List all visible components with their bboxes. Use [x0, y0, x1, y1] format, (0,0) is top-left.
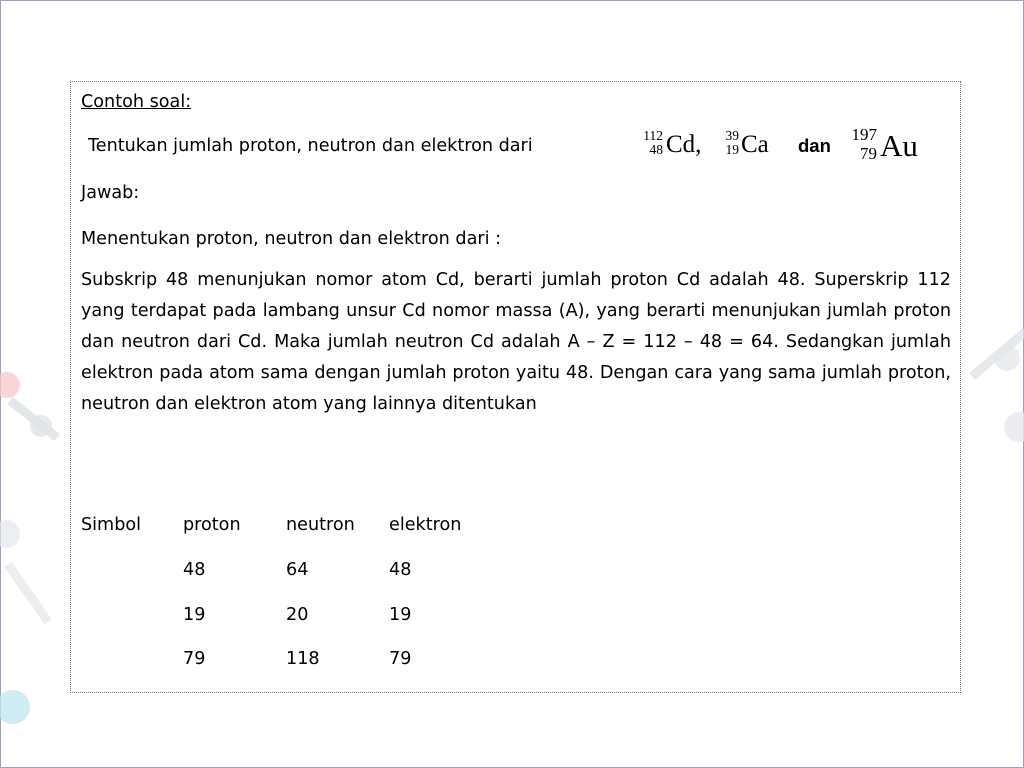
header-elektron: elektron — [389, 515, 462, 535]
element-symbol: Cd, — [666, 131, 702, 158]
cell-neutron: 20 — [286, 605, 309, 625]
nuclide-ca — [717, 129, 787, 169]
cell-elektron: 79 — [389, 649, 412, 669]
cell-proton: 19 — [183, 605, 206, 625]
cell-neutron: 118 — [286, 649, 320, 669]
element-symbol: Au — [880, 128, 918, 163]
nuclide-au — [843, 125, 933, 169]
cell-neutron: 64 — [286, 560, 309, 580]
mass-number: 112 — [643, 128, 663, 143]
dan-word: dan — [798, 135, 831, 156]
sub-heading: Menentukan proton, neutron dan elektron dari : — [81, 229, 501, 249]
content-box — [70, 81, 961, 693]
header-proton: proton — [183, 515, 241, 535]
mass-number: 197 — [851, 125, 877, 144]
header-neutron: neutron — [286, 515, 355, 535]
atomic-number: 48 — [649, 142, 663, 157]
header-simbol: Simbol — [81, 515, 142, 535]
nuclide-cd — [635, 129, 715, 169]
atomic-number: 19 — [725, 142, 739, 157]
atomic-number: 79 — [860, 144, 877, 163]
molecule-decoration — [30, 415, 52, 437]
cell-elektron: 19 — [389, 605, 412, 625]
explanation-paragraph: Subskrip 48 menunjukan nomor atom Cd, berarti jumlah proton Cd adalah 48. Superskrip 112 yang terdapat pada lambang unsur Cd nomor massa (A), yang berarti menunjukan jumlah proton dan neutron dari Cd. Maka jumlah neutron Cd adalah A – Z = 112 – 48 = 64. Sedangkan jumlah elektron pada atom sama dengan jumlah proton yaitu 48. Dengan cara yang sama jumlah proton, neutron dan elektron atom yang lainnya ditentukan — [81, 270, 951, 414]
heading: Contoh soal: — [81, 92, 192, 112]
cell-proton: 79 — [183, 649, 206, 669]
answer-label: Jawab: — [81, 183, 140, 203]
cell-elektron: 48 — [389, 560, 412, 580]
cell-proton: 48 — [183, 560, 206, 580]
mass-number: 39 — [725, 128, 739, 143]
question-text: Tentukan jumlah proton, neutron dan elektron dari — [88, 136, 533, 156]
element-symbol: Ca — [741, 131, 769, 158]
molecule-decoration — [994, 345, 1020, 371]
